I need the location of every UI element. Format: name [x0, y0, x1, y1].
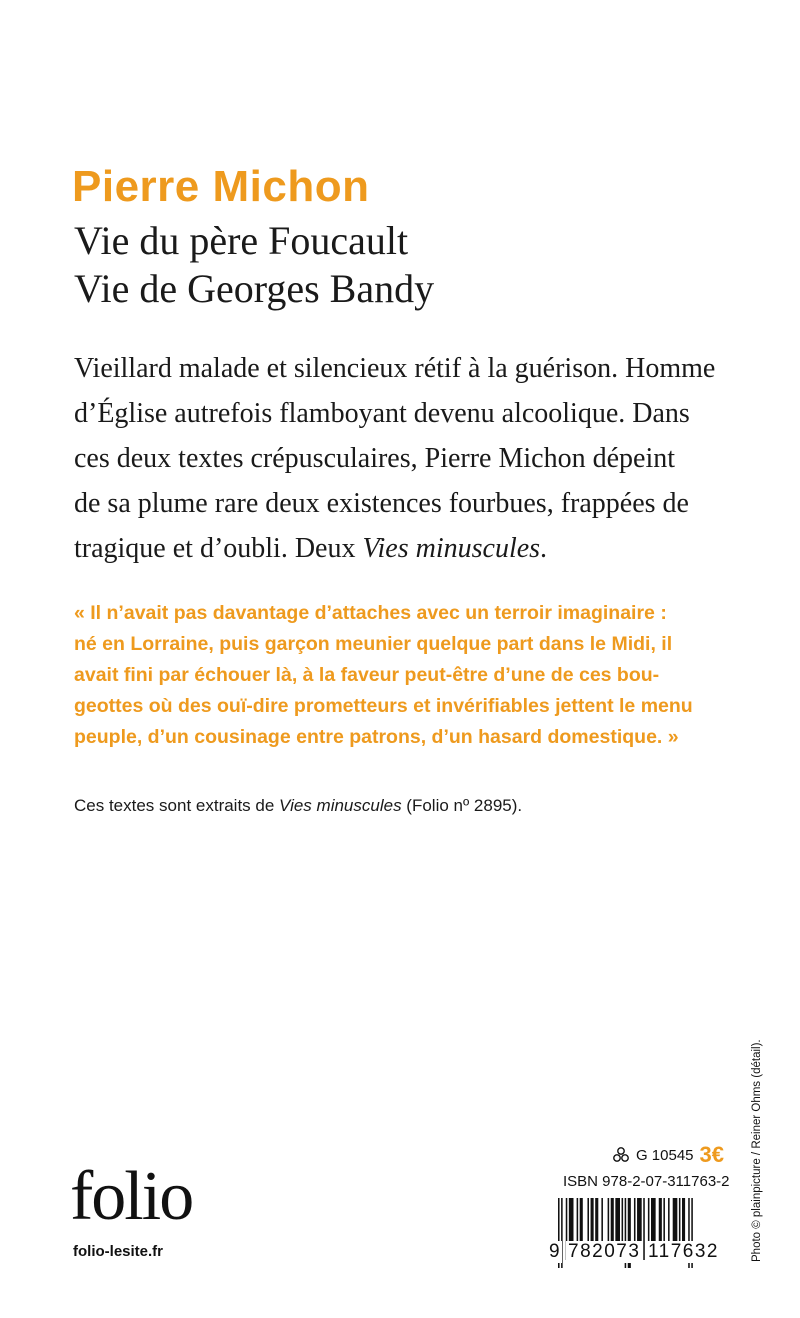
- blurb-italic-title: Vies minuscules: [362, 533, 541, 564]
- book-title-1: Vie du père Foucault: [74, 218, 409, 263]
- blurb-last-prefix: tragique et d’oubli. Deux: [74, 533, 363, 564]
- quote-line: « Il n’avait pas davantage d’attaches avec un terroir imaginaire :: [74, 602, 667, 624]
- blurb-line: Vieillard malade et silencieux rétif à la guérison. Homme: [74, 353, 716, 384]
- blurb-line: d’Église autrefois flamboyant devenu alcoolique. Dans: [74, 398, 690, 429]
- folio-logo: folio: [70, 1158, 193, 1235]
- blurb-last-line: [74, 526, 734, 571]
- author-name: Pierre Michon: [72, 162, 370, 211]
- blurb: [74, 346, 734, 571]
- quote-line: avait fini par échouer là, à la faveur peut-être d’une de ces bou-: [74, 664, 660, 686]
- barcode-digits: [548, 1238, 728, 1268]
- photo-credit: Photo © plainpicture / Reiner Ohms (détail).: [751, 1039, 763, 1262]
- quote-line: né en Lorraine, puis garçon meunier quelque part dans le Midi, il: [74, 633, 673, 655]
- gallimard-emblem-icon: [612, 1146, 630, 1164]
- barcode-first-digit: 9: [549, 1241, 562, 1262]
- website-link[interactable]: folio-lesite.fr: [73, 1243, 164, 1260]
- blurb-last-suffix: .: [540, 533, 548, 564]
- isbn: ISBN 978-2-07-311763-2: [563, 1173, 730, 1190]
- book-title-2: Vie de Georges Bandy: [74, 266, 435, 311]
- extract-suffix: (Folio nº 2895).: [401, 796, 523, 815]
- extract-italic: Vies minuscules: [279, 796, 402, 815]
- price: 3€: [699, 1142, 724, 1167]
- quote: [74, 598, 734, 753]
- blurb-line: de sa plume rare deux existences fourbues, frappées de: [74, 488, 689, 519]
- price-line: [572, 1142, 724, 1168]
- extract-prefix: Ces textes sont extraits de: [74, 796, 280, 815]
- quote-line: geottes où des ouï-dire prometteurs et invérifiables jettent le menu: [74, 695, 693, 717]
- quote-line: peuple, d’un cousinage entre patrons, d’un hasard domestique. »: [74, 726, 679, 748]
- extract-note: [74, 794, 522, 818]
- product-code: G 10545: [635, 1146, 694, 1164]
- barcode-group-1: 782073: [568, 1241, 641, 1262]
- blurb-line: ces deux textes crépusculaires, Pierre Michon dépeint: [74, 443, 676, 474]
- barcode-group-2: 117632: [648, 1241, 719, 1262]
